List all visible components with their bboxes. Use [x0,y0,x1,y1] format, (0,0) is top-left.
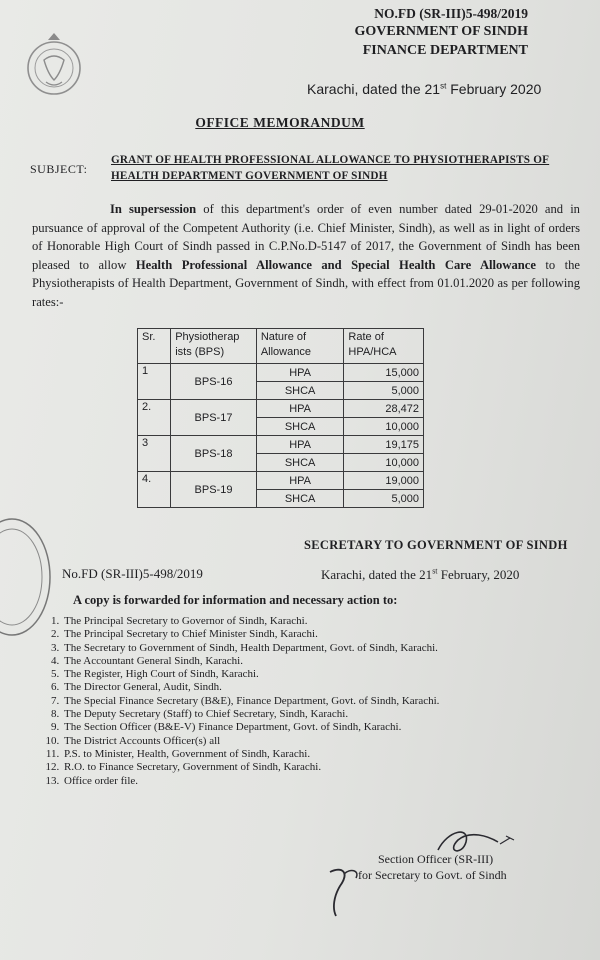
list-item: 11. P.S. to Minister, Health, Government of Sindh, Karachi. [62,748,522,761]
list-item: 10. The District Accounts Officer(s) all [62,735,522,748]
list-item: 6. The Director General, Audit, Sindh. [62,681,522,694]
table-cell: SHCA [256,418,344,436]
memo-body: In supersession of this department's order of even number dated 29-01-2020 and in pursuance of approval of the Competent Authority (i.e. Chief Minister, Sindh), as well as in light of orders of Honorable High Court of Sindh passed in C.P.No.D-5147 of 2017, the Government of Sindh has been pleased to allow Health Professional Allowance and Special Health Care Allowance to the Physiotherapists of Health Department, Government of Sindh, with effect from 01.01.2020 as per following rates:- [32,202,581,309]
department-name: FINANCE DEPARTMENT [362,43,528,58]
table-cell: 15,000 [344,364,424,382]
subject-label: SUBJECT: [30,162,88,176]
signatory-on-behalf: for Secretary to Govt. of Sindh [358,868,507,882]
table-row [138,436,424,454]
memo-title: OFFICE MEMORANDUM [195,115,365,130]
list-item: 8. The Deputy Secretary (Staff) to Chief Secretary, Sindh, Karachi. [62,708,522,721]
table-cell: 2. [138,400,171,436]
list-item: 3. The Secretary to Government of Sindh, Health Department, Govt. of Sindh, Karachi. [62,642,522,655]
subject-text: GRANT OF HEALTH PROFESSIONAL ALLOWANCE TO PHYSIOTHERAPISTS OF HEALTH DEPARTMENT GOVERNMENT OF SINDH [111,154,550,182]
list-item: 2. The Principal Secretary to Chief Minister Sindh, Karachi. [62,628,522,641]
table-row [138,364,424,382]
copy-date: Karachi, dated the 21st February, 2020 [321,566,520,582]
table-cell: 19,000 [344,472,424,490]
table-cell: 10,000 [344,454,424,472]
allowance-rates-table [137,328,424,508]
issue-date: Karachi, dated the 21st February 2020 [307,81,542,97]
list-item: 7. The Special Finance Secretary (B&E), Finance Department, Govt. of Sindh, Karachi. [62,695,522,708]
table-cell: HPA [256,472,344,490]
recipient-list [32,615,522,788]
table-header-row [138,329,424,364]
table-cell: SHCA [256,490,344,508]
table-row [138,400,424,418]
table-header: Sr. [138,329,171,364]
list-item: 4. The Accountant General Sindh, Karachi. [62,655,522,668]
table-header: Physiotherap ists (BPS) [171,329,257,364]
table-cell: 19,175 [344,436,424,454]
table-cell: 28,472 [344,400,424,418]
secretary-title: SECRETARY TO GOVERNMENT OF SINDH [304,538,568,552]
table-cell: HPA [256,436,344,454]
list-item: 12. R.O. to Finance Secretary, Government of Sindh, Karachi. [62,761,522,774]
table-cell: BPS-16 [171,364,257,400]
table-cell: SHCA [256,382,344,400]
table-header: Nature of Allowance [256,329,344,364]
table-cell: BPS-17 [171,400,257,436]
government-name: GOVERNMENT OF SINDH [354,24,528,39]
list-item: 9. The Section Officer (B&E-V) Finance Department, Govt. of Sindh, Karachi. [62,721,522,734]
reference-number: NO.FD (SR-III)5-498/2019 [374,6,528,21]
table-cell: HPA [256,364,344,382]
table-row [138,472,424,490]
table-cell: BPS-18 [171,436,257,472]
list-item: 13. Office order file. [62,775,522,788]
table-cell: 5,000 [344,490,424,508]
list-item: 5. The Register, High Court of Sindh, Karachi. [62,668,522,681]
table-cell: 5,000 [344,382,424,400]
table-cell: 4. [138,472,171,508]
forward-note: A copy is forwarded for information and necessary action to: [73,593,398,607]
government-seal-icon [24,30,84,100]
table-cell: HPA [256,400,344,418]
table-cell: 1 [138,364,171,400]
signatory-designation: Section Officer (SR-III) [378,852,494,866]
copy-reference-number: No.FD (SR-III)5-498/2019 [62,566,203,581]
table-cell: 10,000 [344,418,424,436]
list-item: 1. The Principal Secretary to Governor of Sindh, Karachi. [62,615,522,628]
table-cell: BPS-19 [171,472,257,508]
table-cell: 3 [138,436,171,472]
table-cell: SHCA [256,454,344,472]
table-header: Rate of HPA/HCA [344,329,424,364]
